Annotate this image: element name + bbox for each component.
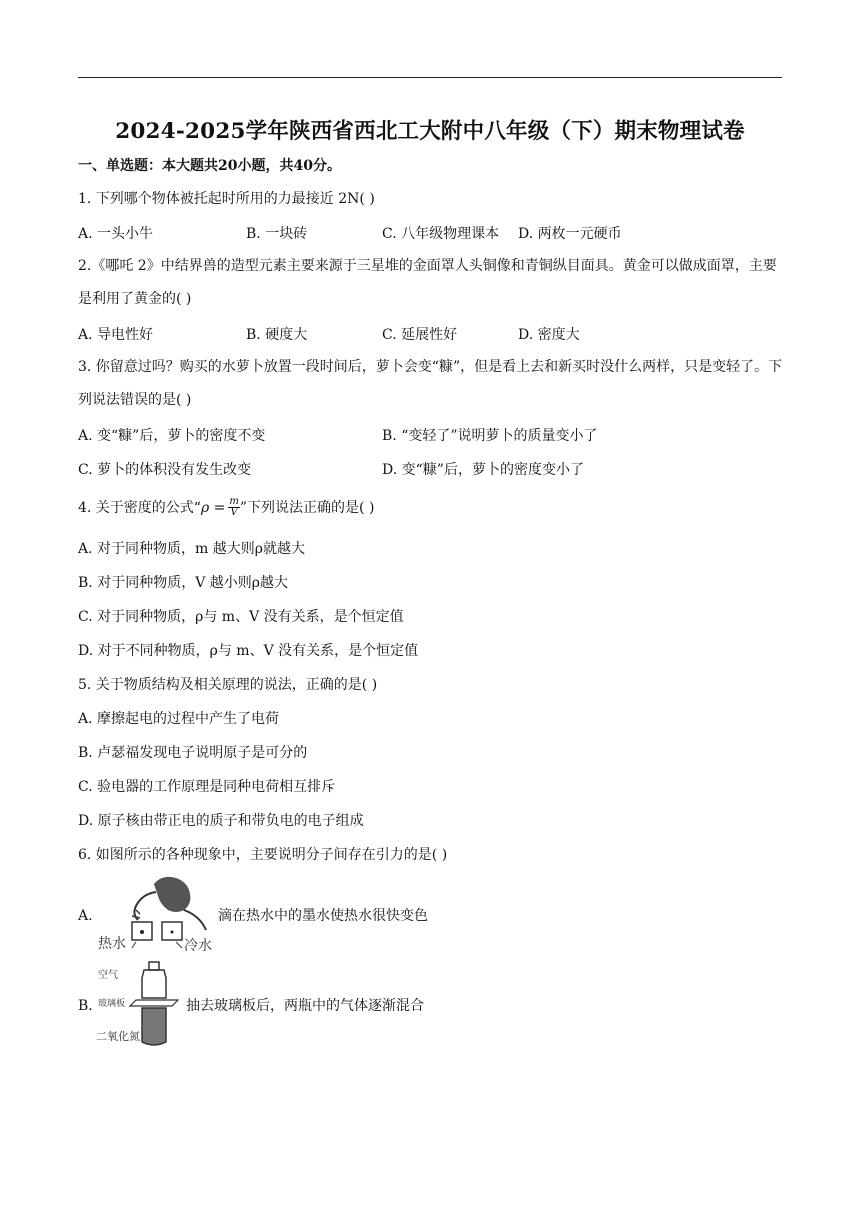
q1-option-c[interactable]: C. 八年级物理课本: [382, 226, 500, 242]
q5-option-a[interactable]: A. 摩擦起电的过程中产生了电荷: [78, 711, 280, 727]
question-2-stem: 2.《哪吒 2》中结界兽的造型元素主要来源于三星堆的金面罩人头铜像和青铜纵目面具。黄金可以做成面罩，主要是利用了黄金的( ): [78, 258, 777, 307]
q4-option-c[interactable]: C. 对于同种物质，ρ与 m、V 没有关系，是个恒定值: [78, 609, 404, 625]
formula-fraction: [228, 497, 239, 518]
glass-plate-label: 玻璃板: [98, 999, 126, 1009]
q6-option-a-text[interactable]: 滴在热水中的墨水使热水很快变色: [218, 908, 428, 924]
nitrogen-dioxide-label: 二氧化氮: [96, 1030, 140, 1043]
q4-option-a[interactable]: A. 对于同种物质，m 越大则ρ就越大: [78, 541, 305, 557]
hot-water-label: 热水: [98, 936, 126, 952]
question-1-stem: 1. 下列哪个物体被托起时所用的力最接近 2N( ): [78, 191, 375, 207]
air-label: 空气: [98, 970, 118, 981]
q1-option-b[interactable]: B. 一块砖: [246, 226, 308, 242]
q2-option-d[interactable]: D. 密度大: [518, 327, 580, 343]
question-3-stem: 3. 你留意过吗？购买的水萝卜放置一段时间后，萝卜会变“糠”，但是看上去和新买时没什么两样，只是变轻了。下列说法错误的是( ): [78, 359, 783, 408]
q1-option-a[interactable]: A. 一头小牛: [78, 226, 154, 242]
formula-numerator: m: [229, 496, 239, 507]
gas-diffusion-illustration: [96, 958, 186, 1050]
q3-option-a[interactable]: A. 变“糠”后，萝卜的密度不变: [78, 428, 266, 444]
formula-denominator: V: [230, 507, 238, 518]
section-heading: 一、单选题：本大题共20小题，共40分。: [78, 158, 341, 174]
q2-option-c[interactable]: C. 延展性好: [382, 327, 458, 343]
formula-lhs: ρ =: [200, 499, 226, 516]
ink-diffusion-illustration: [96, 870, 220, 956]
q5-option-b[interactable]: B. 卢瑟福发现电子说明原子是可分的: [78, 745, 308, 761]
q5-option-d[interactable]: D. 原子核由带正电的质子和带负电的电子组成: [78, 813, 364, 829]
q6-option-b-text[interactable]: 抽去玻璃板后，两瓶中的气体逐渐混合: [186, 998, 424, 1014]
header-rule: [78, 77, 782, 78]
page-title: 2024-2025学年陕西省西北工大附中八年级（下）期末物理试卷: [115, 119, 745, 144]
q3-option-c[interactable]: C. 萝卜的体积没有发生改变: [78, 462, 252, 478]
q3-option-b[interactable]: B. “变轻了”说明萝卜的质量变小了: [382, 428, 598, 444]
question-5-stem: 5. 关于物质结构及相关原理的说法，正确的是( ): [78, 677, 378, 693]
question-6-stem: 6. 如图所示的各种现象中，主要说明分子间存在引力的是( ): [78, 847, 448, 863]
q2-option-a[interactable]: A. 导电性好: [78, 327, 154, 343]
q3-option-d[interactable]: D. 变“糠”后，萝卜的密度变小了: [382, 462, 584, 478]
q1-option-d[interactable]: D. 两枚一元硬币: [518, 226, 622, 242]
q5-option-c[interactable]: C. 验电器的工作原理是同种电荷相互排斥: [78, 779, 336, 795]
q6-option-a-label[interactable]: A.: [78, 908, 93, 924]
q4-option-d[interactable]: D. 对于不同种物质，ρ与 m、V 没有关系，是个恒定值: [78, 643, 419, 659]
q4-stem-post: ”下列说法正确的是( ): [239, 499, 375, 516]
q2-option-b[interactable]: B. 硬度大: [246, 327, 308, 343]
density-formula: [201, 497, 240, 518]
cold-water-label: 冷水: [184, 938, 212, 954]
question-4-stem: [78, 497, 374, 518]
q4-stem-pre: 4. 关于密度的公式“: [78, 499, 201, 516]
q6-option-b-label[interactable]: B.: [78, 998, 93, 1014]
q4-option-b[interactable]: B. 对于同种物质，V 越小则ρ越大: [78, 575, 288, 591]
